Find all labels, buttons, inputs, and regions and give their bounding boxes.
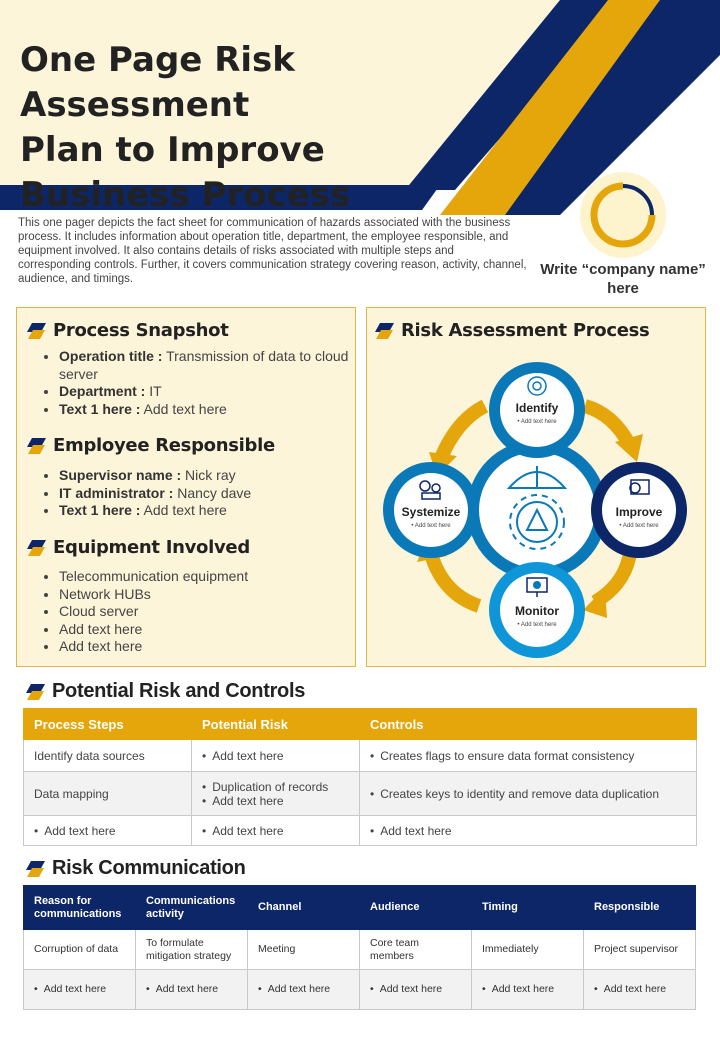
table-cell: Core team members bbox=[360, 930, 472, 970]
risk-process-panel bbox=[366, 307, 706, 667]
list-item: • Cloud server bbox=[59, 603, 359, 621]
column-header: Audience bbox=[360, 886, 472, 930]
table-cell: • Add text here bbox=[192, 740, 360, 772]
equipment-list bbox=[39, 568, 359, 656]
step-subtext: • Add text here bbox=[517, 622, 557, 628]
table-cell: Data mapping bbox=[24, 772, 192, 816]
table-row bbox=[24, 930, 696, 970]
table-cell: Identify data sources bbox=[24, 740, 192, 772]
table-cell: Meeting bbox=[248, 930, 360, 970]
column-header: Channel bbox=[248, 886, 360, 930]
list-item: • Text 1 here : Add text here bbox=[59, 502, 359, 520]
process-snapshot-heading bbox=[27, 320, 229, 341]
table-cell: • Creates keys to identity and remove data duplication bbox=[360, 772, 697, 816]
company-name-text: Write “company name” here bbox=[540, 261, 706, 297]
step-subtext: • Add text here bbox=[619, 523, 659, 529]
step-subtext: • Add text here bbox=[517, 419, 557, 425]
column-header: Communications activity bbox=[136, 886, 248, 930]
intro-paragraph: This one pager depicts the fact sheet for communication of hazards associated with the business process. It includes information about operation title, department, the employee responsible, and equipment involved. It also contains details of risks associated with multiple steps and corresponding controls. Further, it covers communication strategy covering reason, activity, channel, audience, and timings. bbox=[18, 217, 527, 285]
flag-icon bbox=[26, 859, 46, 879]
step-title: Identify bbox=[515, 401, 559, 415]
list-item: • Text 1 here : Add text here bbox=[59, 401, 349, 419]
flag-icon bbox=[375, 321, 395, 341]
communication-heading bbox=[26, 857, 246, 880]
list-item: • Telecommunication equipment bbox=[59, 568, 359, 586]
risk-controls-heading bbox=[26, 680, 305, 703]
table-header-row bbox=[24, 709, 697, 740]
details-panel bbox=[16, 307, 356, 667]
table-cell: Project supervisor bbox=[584, 930, 696, 970]
column-header: Timing bbox=[472, 886, 584, 930]
step-subtext: • Add text here bbox=[411, 523, 451, 529]
table-cell: • Creates flags to ensure data format consistency bbox=[360, 740, 697, 772]
step-title: Systemize bbox=[401, 505, 461, 519]
column-header: Controls bbox=[360, 709, 697, 740]
list-item: • Supervisor name : Nick ray bbox=[59, 467, 359, 485]
equipment-heading bbox=[27, 537, 250, 558]
table-row bbox=[24, 816, 697, 846]
table-cell: • Add text here bbox=[584, 970, 696, 1010]
process-snapshot-list bbox=[39, 348, 349, 418]
table-cell: • Add text here bbox=[136, 970, 248, 1010]
employee-list bbox=[39, 467, 359, 520]
table-cell: To formulate mitigation strategy bbox=[136, 930, 248, 970]
flag-icon bbox=[27, 321, 47, 341]
communication-table bbox=[23, 885, 696, 1010]
step-title: Monitor bbox=[515, 604, 559, 618]
list-item: • Add text here bbox=[59, 621, 359, 639]
section-title: Process Snapshot bbox=[53, 320, 229, 341]
table-cell: Immediately bbox=[472, 930, 584, 970]
table-cell: Corruption of data bbox=[24, 930, 136, 970]
section-title: Equipment Involved bbox=[53, 537, 250, 558]
table-cell: • Add text here bbox=[248, 970, 360, 1010]
list-item: • Network HUBs bbox=[59, 586, 359, 604]
flag-icon bbox=[26, 682, 46, 702]
section-title: Employee Responsible bbox=[53, 435, 275, 456]
risk-controls-table bbox=[23, 708, 697, 846]
section-title: Risk Communication bbox=[52, 857, 246, 879]
table-row bbox=[24, 970, 696, 1010]
table-cell: • Duplication of records • Add text here bbox=[192, 772, 360, 816]
logo-badge bbox=[580, 172, 666, 258]
section-title: Potential Risk and Controls bbox=[52, 680, 306, 702]
column-header: Reason for communications bbox=[24, 886, 136, 930]
table-header-row bbox=[24, 886, 696, 930]
column-header: Process Steps bbox=[24, 709, 192, 740]
table-cell: • Add text here bbox=[192, 816, 360, 846]
list-item: • Add text here bbox=[59, 638, 359, 656]
section-title: Risk Assessment Process bbox=[401, 320, 650, 341]
ring-logo-icon bbox=[580, 172, 666, 258]
list-item: • Department : IT bbox=[59, 383, 349, 401]
column-header: Potential Risk bbox=[192, 709, 360, 740]
flag-icon bbox=[27, 436, 47, 456]
table-cell: • Add text here bbox=[472, 970, 584, 1010]
table-cell: • Add text here bbox=[24, 816, 192, 846]
table-cell: • Add text here bbox=[360, 816, 697, 846]
flag-icon bbox=[27, 538, 47, 558]
risk-cycle-diagram bbox=[367, 348, 707, 666]
table-cell: • Add text here bbox=[360, 970, 472, 1010]
list-item: • IT administrator : Nancy dave bbox=[59, 485, 359, 503]
column-header: Responsible bbox=[584, 886, 696, 930]
table-cell: • Add text here bbox=[24, 970, 136, 1010]
page-title: One Page Risk Assessment Plan to Improve Business Process bbox=[20, 40, 351, 215]
list-item: • Operation title : Transmission of data to cloud server bbox=[59, 348, 349, 383]
employee-heading bbox=[27, 435, 275, 456]
risk-process-heading bbox=[375, 320, 649, 341]
table-row bbox=[24, 740, 697, 772]
company-logo-placeholder bbox=[540, 170, 706, 300]
table-row bbox=[24, 772, 697, 816]
step-title: Improve bbox=[615, 505, 663, 519]
